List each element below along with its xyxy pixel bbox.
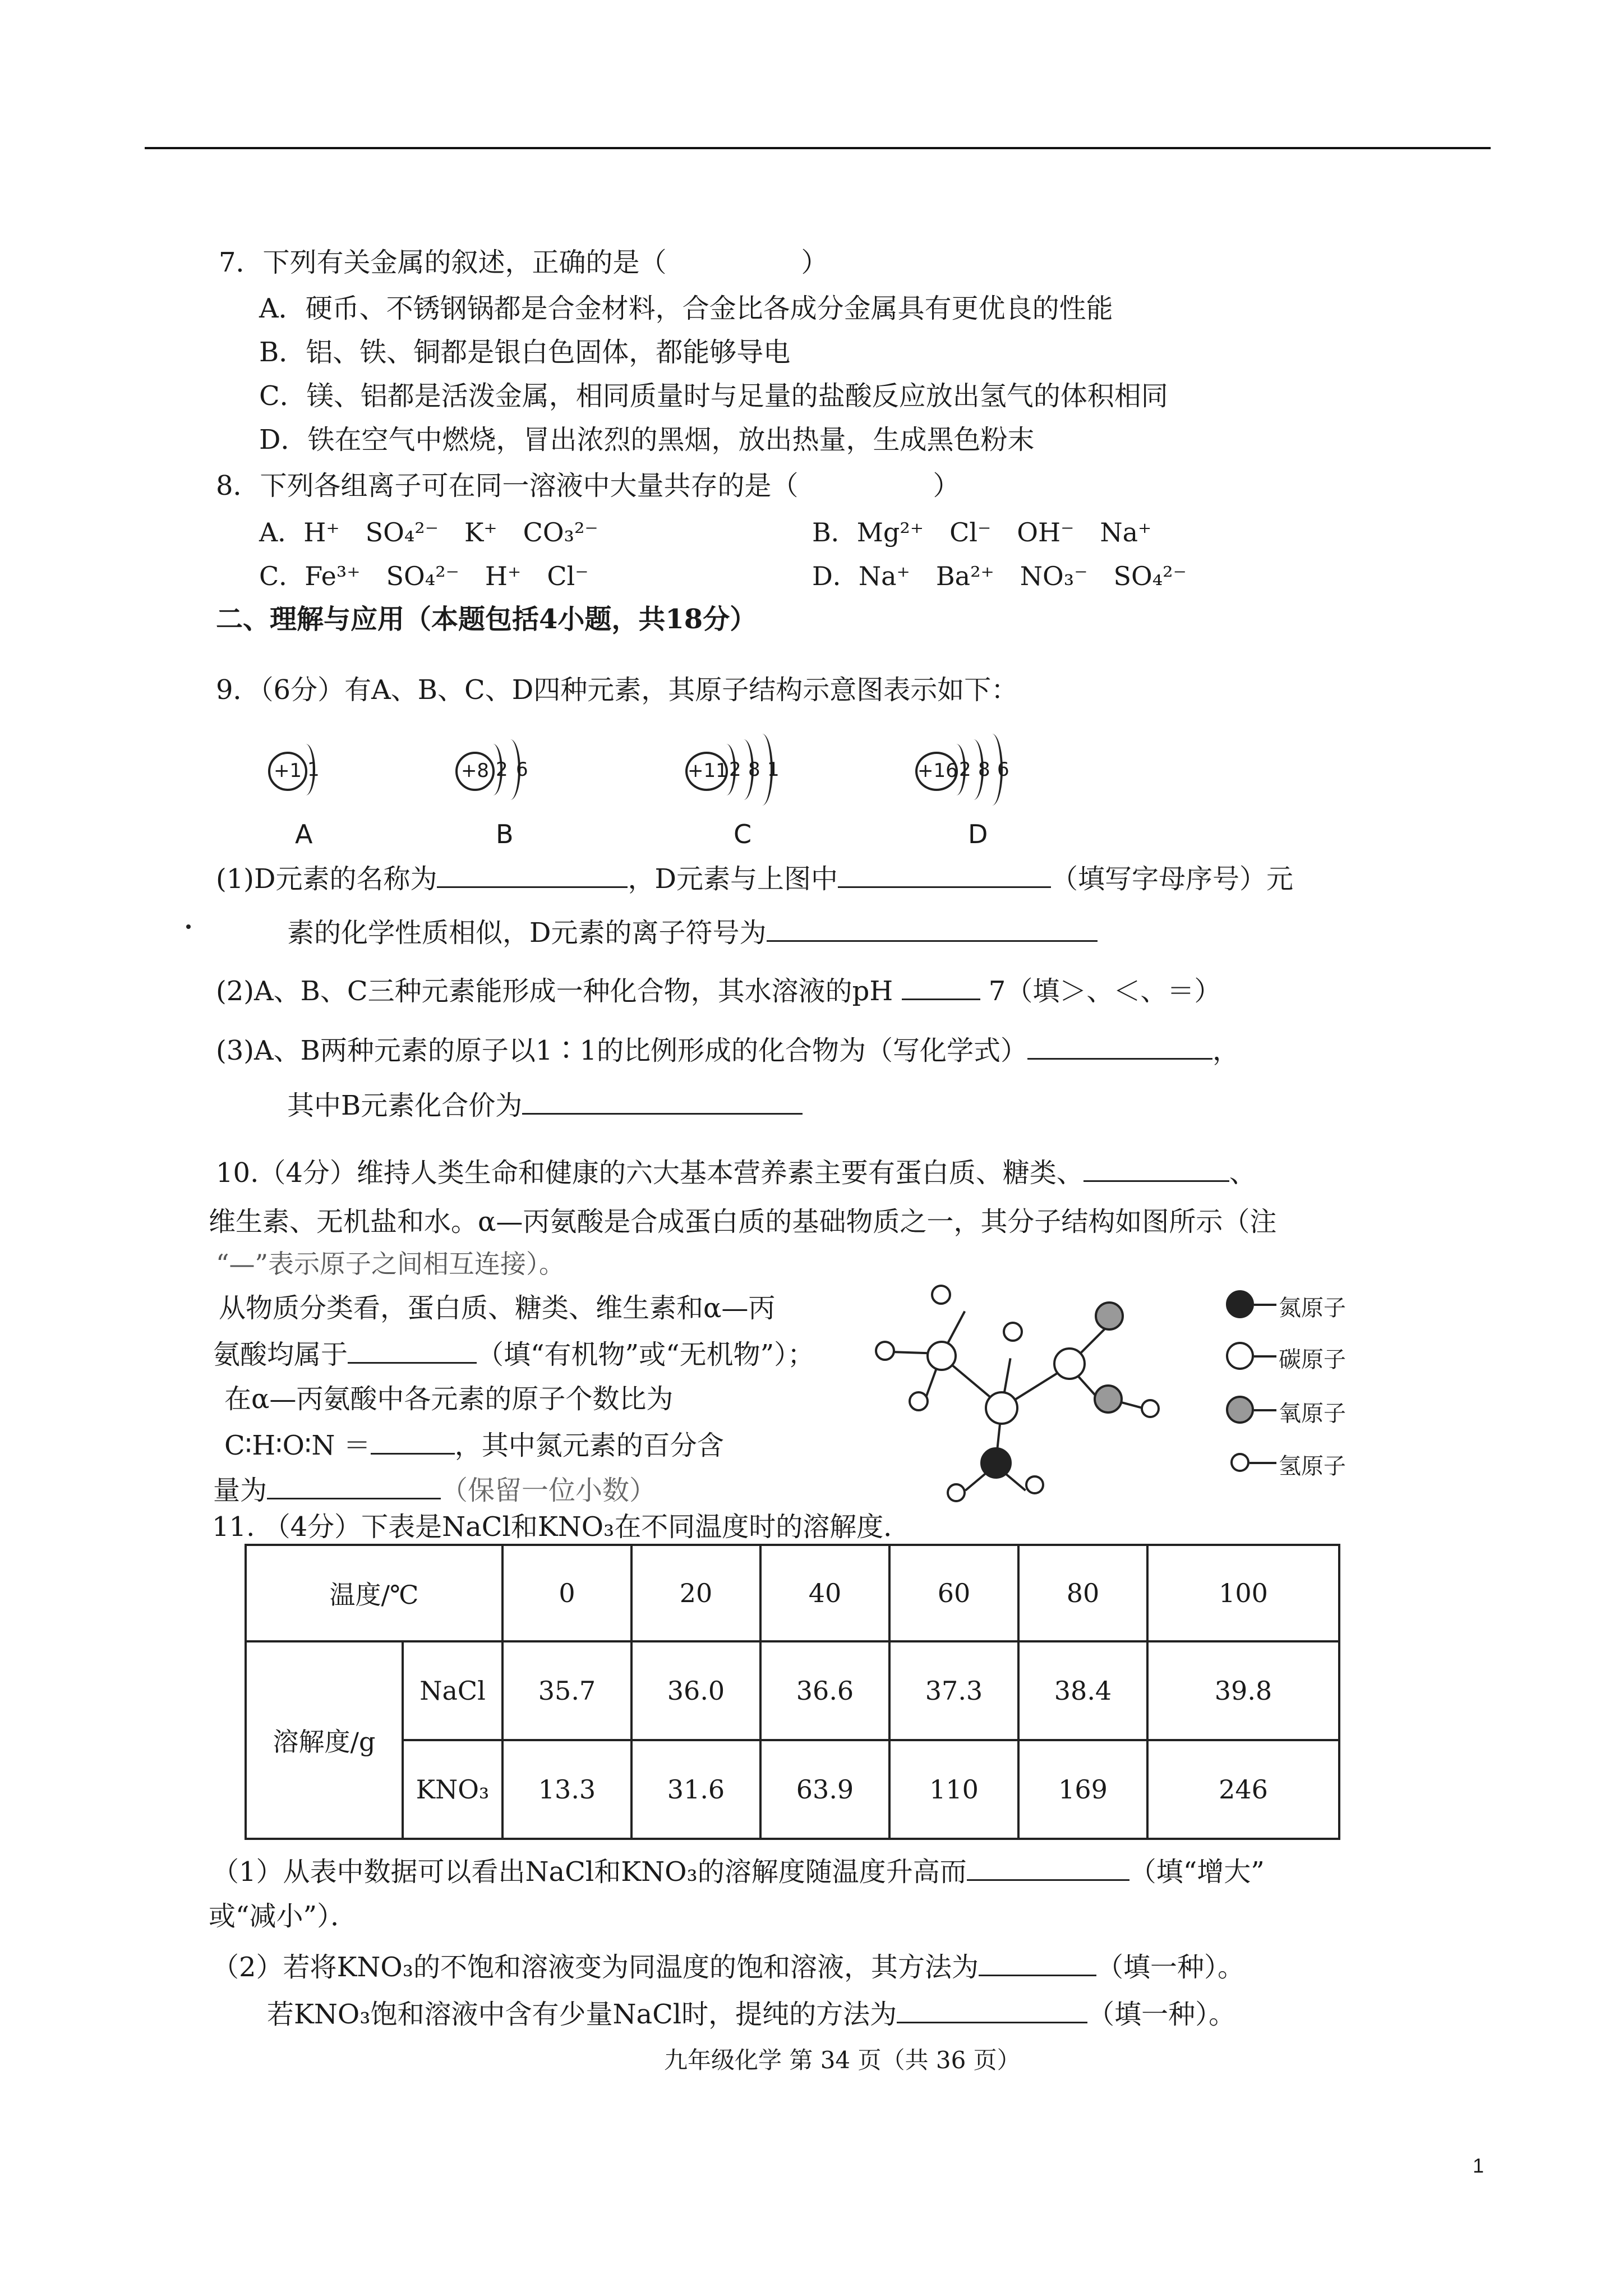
q10-line3: “—”表示原子之间相互连接）。 (216, 1249, 565, 1279)
q11-p1b: （填“增大” (1129, 1856, 1265, 1888)
table-cell: 36.6 (760, 1641, 889, 1740)
q11-p3b: （填一种）。 (1087, 1999, 1236, 2030)
q10-line8 (213, 1473, 656, 1507)
legend-nitrogen-swatch (1226, 1290, 1254, 1318)
q9-p3b: ， (1212, 1035, 1240, 1066)
electrons-b-1: 2 (496, 758, 508, 781)
q11-part3 (267, 1997, 1235, 2031)
temp-label: 温度/℃ (246, 1545, 502, 1641)
carbon-atom (985, 1391, 1018, 1425)
page-footer: 九年级化学 第 34 页（共 36 页） (664, 2046, 1021, 2074)
legend-oxygen-swatch (1226, 1396, 1254, 1424)
blank-d-ion-symbol[interactable] (767, 915, 1098, 942)
q10-line7 (224, 1428, 724, 1462)
q10-line1-end: 、 (1229, 1157, 1256, 1189)
q7-option-b: B．铝、铁、铜都是银白色固体，都能够导电 (259, 337, 791, 368)
q10-line4: 从物质分类看，蛋白质、糖类、维生素和α—丙 (219, 1292, 776, 1324)
blank-purify-method[interactable] (897, 1997, 1087, 2023)
q8-option-c: C．Fe³⁺ SO₄²⁻ H⁺ Cl⁻ (259, 561, 589, 591)
table-cell: 35.7 (502, 1641, 631, 1740)
q8-option-a: A．H⁺ SO₄²⁻ K⁺ CO₃²⁻ (259, 517, 598, 547)
q7-option-d: D．铁在空气中燃烧，冒出浓烈的黑烟，放出热量，生成黑色粉末 (259, 424, 1035, 455)
table-cell: 169 (1018, 1740, 1147, 1839)
q11-p2a: （2）若将KNO₃的不饱和溶液变为同温度的饱和溶液，其方法为 (212, 1952, 979, 1983)
legend-line (1254, 1355, 1276, 1358)
hydrogen-atom (909, 1391, 929, 1411)
temp-cell: 20 (631, 1545, 760, 1641)
legend-line (1254, 1304, 1276, 1306)
blank-atom-ratio[interactable] (371, 1428, 455, 1455)
q9-p1c: （填写字母序号）元 (1050, 863, 1293, 895)
q11-p1c: 或“减小”）． (209, 1901, 358, 1932)
q9-p1a: (1)D元素的名称为 (216, 863, 437, 895)
blank-trend[interactable] (967, 1855, 1129, 1881)
q11-p1a: （1）从表中数据可以看出NaCl和KNO₃的溶解度随温度升高而 (212, 1856, 967, 1888)
blank-compound-formula[interactable] (1027, 1033, 1212, 1060)
electrons-c-1: 2 (729, 758, 741, 781)
q10-line5a: 氨酸均属于 (213, 1339, 348, 1370)
table-cell: 37.3 (889, 1641, 1018, 1740)
carbon-atom (1053, 1347, 1086, 1380)
table-row-kno3 (246, 1740, 1339, 1839)
oxygen-atom (1094, 1384, 1123, 1414)
blank-saturate-method[interactable] (979, 1950, 1096, 1976)
table-cell: 246 (1147, 1740, 1339, 1839)
electrons-d-2: 8 (978, 758, 990, 781)
hydrogen-atom (1003, 1322, 1023, 1342)
solubility-label: 溶解度/g (246, 1641, 403, 1839)
q8-option-b: B．Mg²⁺ Cl⁻ OH⁻ Na⁺ (812, 517, 1152, 547)
atom-label-b: B (496, 819, 514, 849)
electrons-d-1: 2 (959, 758, 971, 781)
q7-option-c: C．镁、铝都是活泼金属，相同质量时与足量的盐酸反应放出氢气的体积相同 (259, 380, 1168, 412)
q9-part1-line2 (287, 915, 1098, 950)
atom-label-d: D (968, 819, 988, 849)
hydrogen-atom (947, 1483, 966, 1502)
temp-cell: 100 (1147, 1545, 1339, 1641)
q9-part2 (216, 974, 1221, 1008)
q10-line8b: （保留一位小数） (441, 1475, 657, 1506)
electrons-c-3: 1 (767, 758, 780, 781)
nitrogen-atom (980, 1447, 1012, 1479)
q10-line6: 在α—丙氨酸中各元素的原子个数比为 (224, 1383, 674, 1415)
electrons-b-2: 6 (516, 758, 528, 781)
table-cell: 31.6 (631, 1740, 760, 1839)
table-row-nacl (246, 1641, 1339, 1740)
electrons-c-2: 8 (748, 758, 760, 781)
q11-p2b: （填一种）。 (1096, 1952, 1245, 1983)
q7-stem: 7．下列有关金属的叙述，正确的是（ ） (219, 247, 828, 278)
legend-carbon-label: 碳原子 (1279, 1347, 1346, 1373)
legend-hydrogen-label: 氢原子 (1279, 1453, 1346, 1479)
table-cell: 110 (889, 1740, 1018, 1839)
q9-p3a: (3)A、B两种元素的原子以1∶1的比例形成的化合物为（写化学式） (216, 1035, 1028, 1066)
q9-p2a: (2)A、B、C三种元素能形成一种化合物，其水溶液的pH (216, 976, 893, 1007)
blank-similar-element[interactable] (838, 862, 1051, 888)
electrons-a-1: 1 (307, 758, 320, 781)
blank-organic-inorganic[interactable] (348, 1337, 477, 1364)
q10-line5 (213, 1337, 814, 1372)
q11-part2 (212, 1950, 1244, 1984)
q10-line7a: C∶H∶O∶N ＝ (224, 1430, 371, 1461)
q9-part3-line2 (287, 1088, 803, 1122)
solubility-table (245, 1544, 1340, 1840)
table-header-row (246, 1545, 1339, 1641)
hydrogen-atom (1025, 1475, 1044, 1494)
legend-hydrogen-swatch (1230, 1453, 1249, 1472)
substance-name: KNO₃ (403, 1740, 502, 1839)
top-rule (145, 147, 1491, 149)
hydrogen-atom (875, 1341, 895, 1361)
page-number: 1 (1473, 2154, 1484, 2177)
q9-p3c: 其中B元素化合价为 (287, 1090, 523, 1121)
table-cell: 39.8 (1147, 1641, 1339, 1740)
blank-nutrient[interactable] (1083, 1156, 1229, 1182)
electrons-d-3: 6 (997, 758, 1009, 781)
atom-label-a: A (295, 819, 313, 849)
q10-line1-text: 10.（4分）维持人类生命和健康的六大基本营养素主要有蛋白质、糖类、 (216, 1157, 1083, 1189)
q8-option-d: D．Na⁺ Ba²⁺ NO₃⁻ SO₄²⁻ (812, 561, 1187, 591)
q9-p1b: ，D元素与上图中 (628, 863, 838, 895)
nucleus-c: +11 (685, 752, 728, 791)
table-cell: 13.3 (502, 1740, 631, 1839)
atom-label-c: C (734, 819, 752, 849)
legend-line (1254, 1409, 1276, 1411)
nucleus-d: +16 (915, 752, 958, 791)
carbon-atom (926, 1341, 957, 1371)
table-cell: 63.9 (760, 1740, 889, 1839)
q9-part1-line1 (216, 862, 1293, 896)
alanine-molecule-diagram (875, 1285, 1189, 1492)
q9-p2b: 7（填＞、＜、＝） (988, 976, 1221, 1007)
legend-carbon-swatch (1226, 1342, 1254, 1370)
q9-p1d: 素的化学性质相似，D元素的离子符号为 (287, 917, 767, 949)
q11-stem: 11. （4分）下表是NaCl和KNO₃在不同温度时的溶解度． (212, 1511, 911, 1543)
hydrogen-atom (931, 1285, 951, 1305)
table-cell: 38.4 (1018, 1641, 1147, 1740)
blank-d-element-name[interactable] (437, 862, 628, 888)
legend-oxygen-label: 氧原子 (1279, 1401, 1346, 1427)
hydrogen-atom (1141, 1399, 1160, 1418)
substance-name: NaCl (403, 1641, 502, 1740)
q10-line2: 维生素、无机盐和水。α—丙氨酸是合成蛋白质的基础物质之一，其分子结构如图所示（注 (209, 1206, 1277, 1237)
blank-b-valence[interactable] (522, 1088, 803, 1115)
margin-dot (186, 924, 191, 929)
q7-option-a: A．硬币、不锈钢锅都是合金材料，合金比各成分金属具有更优良的性能 (259, 293, 1113, 324)
q8-stem: 8．下列各组离子可在同一溶液中大量共存的是（ ） (216, 470, 960, 501)
table-cell: 36.0 (631, 1641, 760, 1740)
temp-cell: 60 (889, 1545, 1018, 1641)
temp-cell: 0 (502, 1545, 631, 1641)
legend-nitrogen-label: 氮原子 (1279, 1295, 1346, 1321)
legend-line (1249, 1462, 1276, 1464)
q9-part3-line1 (216, 1033, 1239, 1068)
q10-line5b: （填“有机物”或“无机物”）； (477, 1339, 815, 1370)
nucleus-b: +8 (455, 752, 495, 791)
q9-stem: 9．（6分）有A、B、C、D四种元素，其原子结构示意图表示如下： (216, 674, 1018, 706)
q10-line1 (216, 1156, 1256, 1190)
section-2-heading: 二、理解与应用（本题包括4小题，共18分） (216, 604, 757, 635)
q10-line7b: ，其中氮元素的百分含 (454, 1430, 724, 1461)
nucleus-a: +1 (268, 752, 307, 791)
q10-line8a: 量为 (213, 1475, 268, 1506)
temp-cell: 40 (760, 1545, 889, 1641)
blank-ph-compare[interactable] (902, 974, 980, 1000)
q11-p3a: 若KNO₃饱和溶液中含有少量NaCl时，提纯的方法为 (267, 1999, 897, 2030)
q11-part1-line1 (212, 1855, 1265, 1889)
blank-nitrogen-percent[interactable] (267, 1473, 441, 1499)
temp-cell: 80 (1018, 1545, 1147, 1641)
oxygen-atom (1095, 1301, 1124, 1331)
